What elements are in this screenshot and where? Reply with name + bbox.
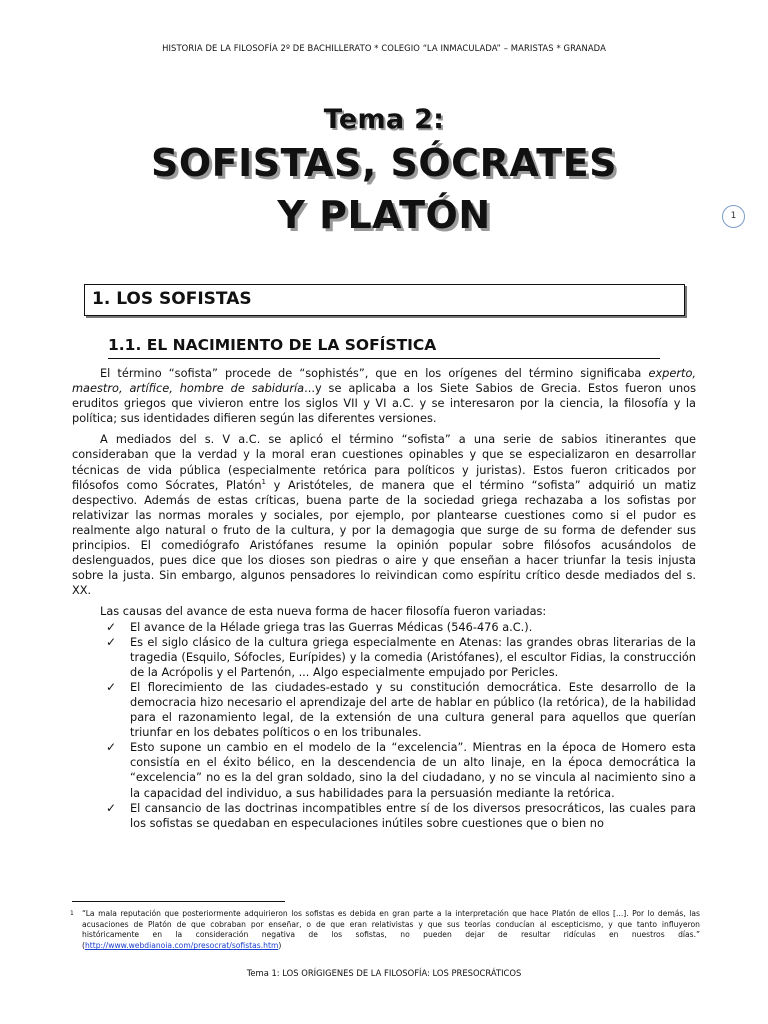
checkmark-icon: ✓	[106, 800, 117, 815]
list-item	[106, 619, 696, 635]
list-item-text: Es el siglo clásico de la cultura griega especialmente en Atenas: las grandes obras literarias de la tragedia (Esquilo, Sófocles, Eurípides) y la comedia (Aristófanes), el escultor Fidias, la construcción de la Acrópolis y el Partenón, ... Algo especialmente empujado por Pericles.	[130, 634, 696, 679]
paragraph-2-text-b: y Aristóteles, de manera que el término “sofista” adquirió un matiz despectivo. Además de estas críticas, buena parte de la sociedad griega rechazaba a los sofistas por relativizar las normas morales y sociales, por ejemplo, por plantearse cuestiones como si el pudor es realmente algo natural o fruto de la cultura, y por la demagogia que surge de su forma de defender sus principios. El comediógrafo Aristófanes resume la opinión popular sobre filósofos acusándolos de deslenguados, pues dice que los dioses son piedras o aire y que enseñan a hacer triunfar la tesis injusta sobre la justa. Sin embargo, algunos pensadores lo reivindican como espíritu crítico desde mediados del s. XX.	[72, 477, 696, 598]
footnote	[72, 909, 700, 952]
paragraph-1	[72, 366, 696, 426]
subsection-heading: 1.1. EL NACIMIENTO DE LA SOFÍSTICA	[108, 336, 437, 354]
footnote-reference[interactable]: 1	[261, 477, 266, 486]
list-item-text: El cansancio de las doctrinas incompatibles entre sí de los diversos presocráticos, las cuales para los sofistas se quedaban en especulaciones inútiles sobre cuestiones que o bien no	[130, 800, 696, 830]
paragraph-3: Las causas del avance de esta nueva forma de hacer filosofía fueron variadas:	[100, 604, 547, 619]
topic-number: Tema 2:	[323, 104, 445, 135]
causes-list	[72, 620, 696, 831]
section-heading: 1. LOS SOFISTAS	[92, 289, 252, 309]
paragraph-2	[72, 432, 696, 598]
checkmark-icon: ✓	[106, 634, 117, 649]
paragraph-1-text-c: ...y se aplicaba a los Siete Sabios de Grecia. Estos fueron unos eruditos griegos que vivieron entre los siglos VII y VI a.C. y se interesaron por la ciencia, la filosofía y la política; sus identidades difieren según las diferentes versiones.	[72, 381, 696, 426]
paragraph-1-text-a: El término “sofista” procede de “sophistés”, que en los orígenes del término significaba	[100, 366, 649, 380]
body-text	[72, 366, 696, 831]
page-title-line-2: Y PLATÓN	[277, 193, 491, 237]
list-item	[106, 800, 696, 831]
footnote-text	[72, 909, 700, 952]
paragraph-1-italic: experto, maestro, artífice, hombre de sabiduría	[72, 366, 696, 396]
checkmark-icon: ✓	[106, 619, 117, 634]
footnote-close: )	[278, 941, 282, 951]
subsection-underline	[108, 358, 660, 359]
list-item	[106, 740, 696, 800]
list-item-text: El florecimiento de las ciudades-estado y su constitución democrática. Este desarrollo de la democracia hizo necesario el aprendizaje del arte de hablar en público (la retórica), de la habilidad para el razonamiento legal, de la extensión de una cultura general para aquellos que querían triunfar en los debates políticos o en los tribunales.	[130, 679, 696, 740]
footnote-link[interactable]: http://www.webdianoia.com/presocrat/sofistas.htm	[84, 941, 279, 951]
paragraph-2-text-a: A mediados del s. V a.C. se aplicó el término “sofista” a una serie de sabios itinerantes que consideraban que la verdad y la moral eran cuestiones opinables y que se especializaron en desarrollar técnicas de vida pública (especialmente retórica para políticos y juristas). Estos fueron criticados por filósofos como Sócrates, Platón	[72, 432, 696, 492]
checkmark-icon: ✓	[106, 740, 117, 755]
checkmark-icon: ✓	[106, 679, 117, 694]
footnote-separator	[72, 901, 285, 902]
running-header: HISTORIA DE LA FILOSOFÍA 2º DE BACHILLERATO * COLEGIO “LA INMACULADA” – MARISTAS * GRANADA	[162, 43, 606, 53]
list-item	[106, 679, 696, 740]
list-item-text: Esto supone un cambio en el modelo de la “excelencia”. Mientras en la época de Homero esta consistía en el éxito bélico, en la descendencia de un alto linaje, en la época democrática la “excelencia” no es la del gran soldado, sino la del ciudadano, y no se vincula al nacimiento sino a la capacidad del individuo, a sus habilidades para la persuasión mediante la retórica.	[130, 740, 696, 800]
footnote-mark: 1	[70, 910, 74, 917]
list-item-text: El avance de la Hélade griega tras las Guerras Médicas (546-476 a.C.).	[130, 619, 533, 634]
running-footer: Tema 1: LOS ORÍGIGENES DE LA FILOSOFÍA: LOS PRESOCRÁTICOS	[246, 968, 522, 978]
page-title-line-1: SOFISTAS, SÓCRATES	[150, 141, 618, 185]
list-item	[106, 634, 696, 680]
page-number-badge: 1	[722, 205, 745, 228]
footnote-body: “La mala reputación que posteriormente adquirieron los sofistas es debida en gran parte a la interpretación que hace Platón de ellos [...]. Por lo demás, las acusaciones de Platón de que cobraban por enseñar, o de que eran relativistas y que sus teorías conducían al escepticismo, y que tanto influyeron históricamente en la consideración negativa de los sofistas, no pueden dejar de resultar ridículas en nuestros días.” (	[82, 909, 700, 951]
